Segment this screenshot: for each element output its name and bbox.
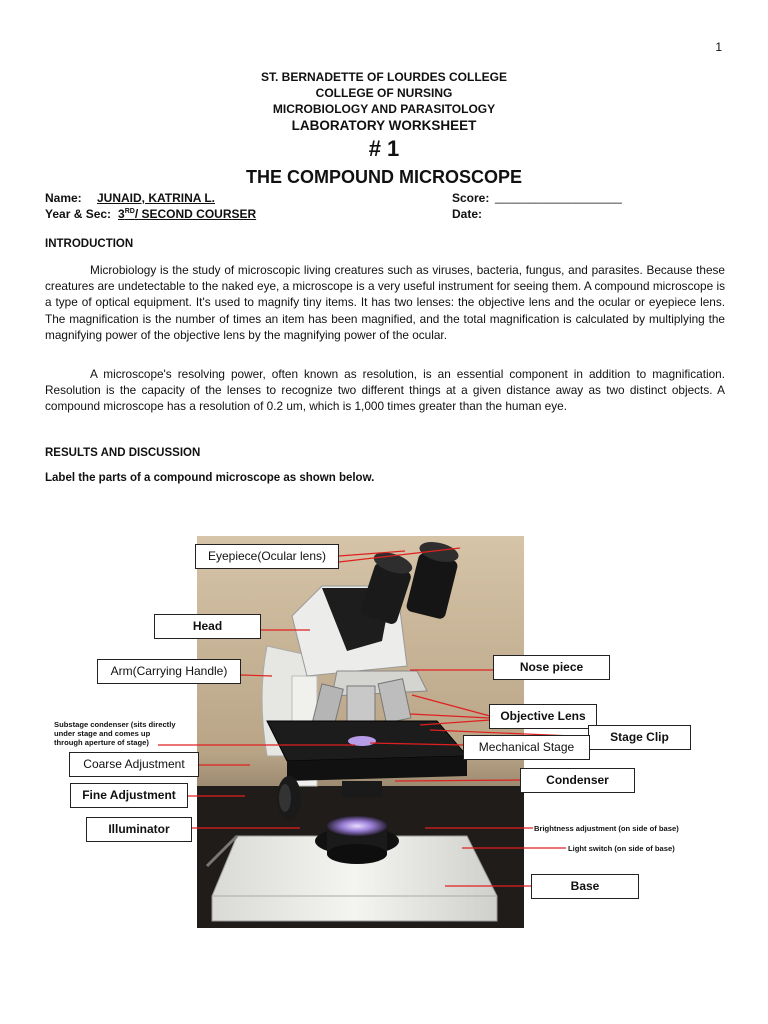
page-number: 1 xyxy=(715,40,722,54)
label-fine-adjustment: Fine Adjustment xyxy=(70,783,188,808)
label-objective-lens: Objective Lens xyxy=(489,704,597,729)
score-label: Score: xyxy=(452,191,490,205)
college-name: ST. BERNADETTE OF LOURDES COLLEGE xyxy=(260,70,507,84)
score-blank: ___________________ xyxy=(495,190,622,204)
department-name: COLLEGE OF NURSING xyxy=(315,86,453,100)
intro-paragraph-2: A microscope's resolving power, often known as resolution, is an essential component in addition to magnification. Resolution is the capacity of the lenses to recognize two different things at a given distance away as two distinct objects. A compound microscope has a resolution of 0.2 um, which is 1,000 times greater than the human eye. xyxy=(45,367,725,414)
page-title: THE COMPOUND MICROSCOPE xyxy=(245,167,522,187)
results-heading: RESULTS AND DISCUSSION xyxy=(45,447,201,459)
label-nosepiece: Nose piece xyxy=(493,655,610,680)
course-name: MICROBIOLOGY AND PARASITOLOGY xyxy=(272,102,496,116)
year-sec-value: 3RD/ SECOND COURSER xyxy=(118,207,257,221)
worksheet-label: LABORATORY WORKSHEET xyxy=(291,118,477,133)
date-label: Date: xyxy=(452,207,483,221)
label-stage-clip: Stage Clip xyxy=(588,725,691,750)
label-substage-condenser: Substage condenser (sits directly under stage and comes up through aperture of stage) xyxy=(54,720,176,747)
year-sec-label: Year & Sec: xyxy=(45,207,112,221)
label-brightness-adjustment: Brightness adjustment (on side of base) xyxy=(534,824,679,833)
worksheet-number: # 1 xyxy=(368,136,400,161)
label-condenser: Condenser xyxy=(520,768,635,793)
label-base: Base xyxy=(531,874,639,899)
label-eyepiece: Eyepiece(Ocular lens) xyxy=(195,544,339,569)
introduction-heading: INTRODUCTION xyxy=(45,238,134,250)
label-light-switch: Light switch (on side of base) xyxy=(568,844,675,853)
label-illuminator: Illuminator xyxy=(86,817,192,842)
label-mechanical-stage: Mechanical Stage xyxy=(463,735,590,760)
intro-paragraph-1: Microbiology is the study of microscopic living creatures such as viruses, bacteria, fungus, and parasites. Because these creatures are undetectable to the naked eye, a microscope is a very useful instrument for seeing them. A compound microscope is a type of optical equipment. It's used to magnify tiny items. It has two lenses: the objective lens and the ocular or eyepiece lens. The magnification is the number of times an item has been magnified, and the total magnification is calculated by multiplying the magnifying power of the objective lens by the magnifying power of the ocular. xyxy=(45,263,725,342)
results-instruction: Label the parts of a compound microscope as shown below. xyxy=(45,472,375,484)
name-label: Name: xyxy=(45,191,82,205)
label-coarse-adjustment: Coarse Adjustment xyxy=(69,752,199,777)
name-value: JUNAID, KATRINA L. xyxy=(97,191,215,205)
label-head: Head xyxy=(154,614,261,639)
label-arm: Arm(Carrying Handle) xyxy=(97,659,241,684)
